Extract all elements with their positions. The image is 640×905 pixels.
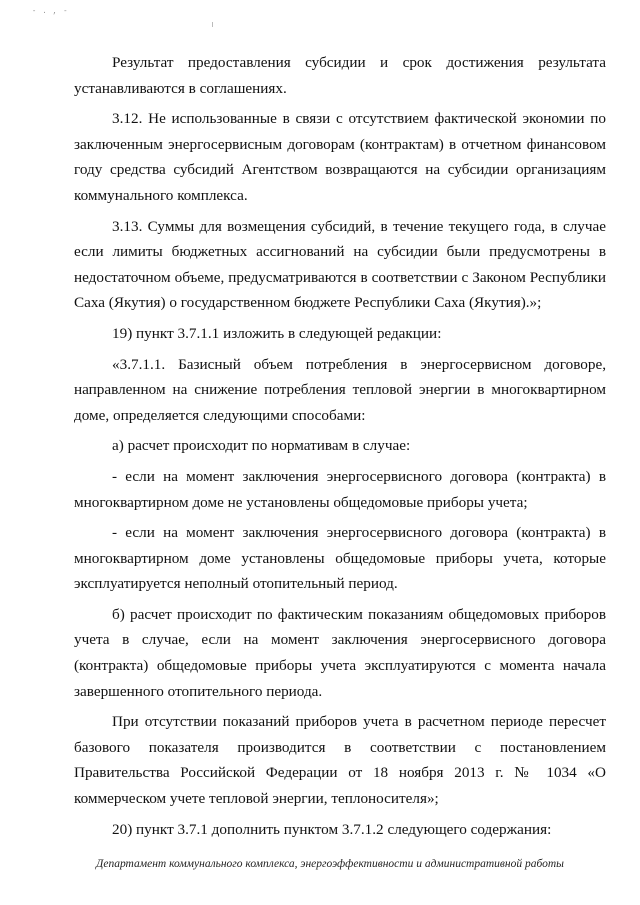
paragraph-sub-b: б) расчет происходит по фактическим показаниям общедомовых приборов учета в случае, если на момент заключения энергосервисного договора (контракта) общедомовые приборы учета эксплуатируются с момента начала завершенного отопительного периода. xyxy=(74,605,606,700)
document-body xyxy=(74,50,606,847)
page-footer: Департамент коммунального комплекса, энергоэффективности и административной работы xyxy=(96,858,564,870)
paragraph-dash-1: - если на момент заключения энергосервисного договора (контракта) в многоквартирном доме не установлены общедомовые приборы учета; xyxy=(74,467,606,511)
paragraph-result: Результат предоставления субсидии и срок достижения результата устанавливаются в соглашениях. xyxy=(74,54,606,97)
paragraph-3-7-1-1: «3.7.1.1. Базисный объем потребления в энергосервисном договоре, направленном на снижение потребления тепловой энергии в многоквартирном доме, определяется следующими способами: xyxy=(74,355,606,424)
scan-artifact-tick xyxy=(212,22,213,27)
scan-artifact-mark: - . , - xyxy=(32,8,69,16)
paragraph-item-20: 20) пункт 3.7.1 дополнить пунктом 3.7.1.2 следующего содержания: xyxy=(112,820,552,838)
paragraph-item-19: 19) пункт 3.7.1.1 изложить в следующей редакции: xyxy=(112,324,442,342)
paragraph-dash-2: - если на момент заключения энергосервисного договора (контракта) в многоквартирном доме установлены общедомовые приборы учета, которые эксплуатируется неполный отопительный период. xyxy=(74,524,606,593)
paragraph-3-12: 3.12. Не использованные в связи с отсутствием фактической экономии по заключенным энергосервисным договорам (контрактам) в отчетном финансовом году средства субсидий Агентством возвращаются на субсидии организациям коммунального комплекса. xyxy=(74,110,606,204)
paragraph-sub-a: а) расчет происходит по нормативам в случае: xyxy=(112,437,411,455)
paragraph-3-13: 3.13. Суммы для возмещения субсидий, в течение текущего года, в случае если лимиты бюджетных ассигнований на субсидии были предусмотрены в недостаточном объеме, предусматриваются в соответствии с Законом Республики Саха (Якутия) о государственном бюджете Республики Саха (Якутия).»; xyxy=(74,217,606,312)
paragraph-recalculation: При отсутствии показаний приборов учета в расчетном периоде пересчет базового показателя производится в соответствии с постановлением Правительства Российской Федерации от 18 ноября 2013 г. № 1034 «О коммерческом учете тепловой энергии, теплоносителя»; xyxy=(74,713,606,808)
